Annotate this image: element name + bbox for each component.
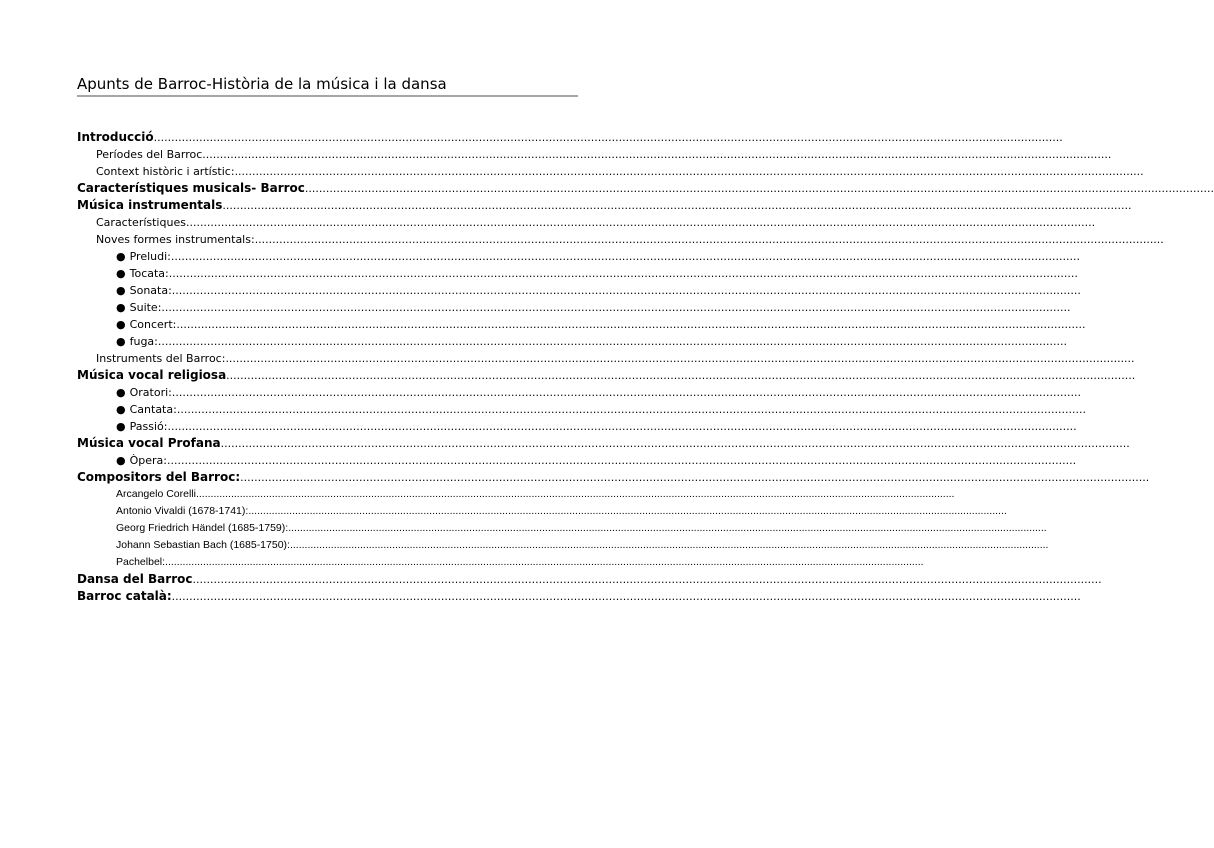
- toc-leader-dots: ....................................................................................................................................................................................................................................................................: [170, 250, 1080, 263]
- toc-entry[interactable]: [77, 520, 1047, 537]
- toc-entry[interactable]: [77, 367, 1136, 384]
- toc-leader-dots: ....................................................................................................................................................................................................................................................................: [202, 148, 1112, 161]
- toc-entry-label: Tocata:: [129, 267, 169, 280]
- toc-entry-label: Períodes del Barroc: [96, 148, 203, 161]
- toc-leader-dots: ....................................................................................................................................................................................................................................................................: [240, 471, 1150, 484]
- toc-entry-label: Música vocal religiosa: [77, 368, 227, 382]
- toc-entry[interactable]: [77, 299, 1071, 316]
- toc-entry-label: Característiques: [96, 216, 186, 229]
- toc-entry[interactable]: [77, 316, 1086, 333]
- toc-entry-label: Context històric i artístic:: [96, 165, 235, 178]
- toc-entry-label: Característiques musicals- Barroc: [77, 181, 305, 195]
- toc-entry-label: Suite:: [129, 301, 162, 314]
- toc-entry-label: Compositors del Barroc:: [77, 470, 241, 484]
- toc-entry[interactable]: [77, 333, 1068, 350]
- toc-leader-dots: ....................................................................................................................................................................................................................................................................: [222, 199, 1132, 212]
- toc-entry-label: fuga:: [129, 335, 158, 348]
- toc-entry[interactable]: [77, 469, 1150, 486]
- toc-entry[interactable]: [77, 571, 1102, 588]
- toc-leader-dots: ....................................................................................................................................................................................................................................................................: [157, 335, 1068, 348]
- toc-entry[interactable]: [77, 231, 1164, 248]
- bullet-icon: ●: [116, 267, 126, 280]
- toc-leader-dots: ....................................................................................................................................................................................................................................................................: [176, 318, 1086, 331]
- table-of-contents: [77, 129, 1214, 605]
- toc-leader-dots: ....................................................................................................................................................................................................................................................................: [161, 301, 1071, 314]
- toc-entry-label: Georg Friedrich Händel (1685-1759):: [116, 522, 289, 534]
- toc-entry-label: Concert:: [129, 318, 177, 331]
- toc-entry[interactable]: [77, 180, 1214, 197]
- toc-leader-dots: ....................................................................................................................................................................................................................................................................: [288, 522, 1047, 534]
- toc-leader-dots: ....................................................................................................................................................................................................................................................................: [234, 165, 1144, 178]
- toc-entry[interactable]: [77, 350, 1135, 367]
- document-title: Apunts de Barroc-Història de la música i la dansa: [77, 75, 447, 93]
- toc-entry[interactable]: [77, 486, 955, 503]
- toc-entry[interactable]: [77, 452, 1077, 469]
- bullet-icon: ●: [116, 250, 126, 263]
- toc-entry-label: Barroc català:: [77, 589, 172, 603]
- toc-entry[interactable]: [77, 537, 1049, 554]
- toc-entry[interactable]: [77, 146, 1112, 163]
- toc-entry-label: Cantata:: [129, 403, 177, 416]
- toc-entry-label: Johann Sebastian Bach (1685-1750):: [116, 539, 290, 551]
- toc-leader-dots: ....................................................................................................................................................................................................................................................................: [171, 284, 1081, 297]
- toc-entry[interactable]: [77, 197, 1132, 214]
- toc-entry[interactable]: [77, 248, 1080, 265]
- toc-entry[interactable]: [77, 163, 1144, 180]
- toc-leader-dots: ....................................................................................................................................................................................................................................................................: [220, 437, 1130, 450]
- toc-entry[interactable]: [77, 401, 1086, 418]
- toc-leader-dots: ....................................................................................................................................................................................................................................................................: [289, 539, 1049, 551]
- title-underline: [77, 95, 578, 97]
- toc-entry[interactable]: [77, 214, 1096, 231]
- toc-leader-dots: ....................................................................................................................................................................................................................................................................: [165, 556, 924, 568]
- bullet-icon: ●: [116, 420, 126, 433]
- toc-leader-dots: ....................................................................................................................................................................................................................................................................: [167, 454, 1077, 467]
- bullet-icon: ●: [116, 301, 126, 314]
- toc-entry-label: Preludi:: [129, 250, 171, 263]
- bullet-icon: ●: [116, 284, 126, 297]
- toc-leader-dots: ....................................................................................................................................................................................................................................................................: [304, 182, 1214, 195]
- toc-leader-dots: ....................................................................................................................................................................................................................................................................: [254, 233, 1164, 246]
- toc-leader-dots: ....................................................................................................................................................................................................................................................................: [226, 369, 1136, 382]
- toc-entry-label: Antonio Vivaldi (1678-1741):: [116, 505, 249, 517]
- bullet-icon: ●: [116, 386, 126, 399]
- toc-entry[interactable]: [77, 435, 1130, 452]
- toc-entry[interactable]: [77, 503, 1007, 520]
- toc-entry-label: Sonata:: [129, 284, 172, 297]
- toc-leader-dots: ....................................................................................................................................................................................................................................................................: [153, 131, 1063, 144]
- toc-leader-dots: ....................................................................................................................................................................................................................................................................: [171, 590, 1081, 603]
- toc-entry[interactable]: [77, 588, 1081, 605]
- toc-entry-label: Òpera:: [129, 454, 167, 467]
- toc-entry[interactable]: [77, 384, 1081, 401]
- toc-entry[interactable]: [77, 265, 1078, 282]
- toc-entry-label: Música vocal Profana: [77, 436, 221, 450]
- toc-leader-dots: ....................................................................................................................................................................................................................................................................: [171, 386, 1081, 399]
- toc-leader-dots: ....................................................................................................................................................................................................................................................................: [195, 488, 955, 500]
- bullet-icon: ●: [116, 335, 126, 348]
- toc-entry-label: Pachelbel:: [116, 556, 166, 568]
- toc-leader-dots: ....................................................................................................................................................................................................................................................................: [185, 216, 1096, 229]
- bullet-icon: ●: [116, 318, 126, 331]
- toc-leader-dots: ....................................................................................................................................................................................................................................................................: [192, 573, 1102, 586]
- toc-entry-label: Oratori:: [129, 386, 172, 399]
- toc-entry-label: Arcangelo Corelli: [116, 488, 196, 500]
- toc-leader-dots: ....................................................................................................................................................................................................................................................................: [168, 267, 1078, 280]
- toc-leader-dots: ....................................................................................................................................................................................................................................................................: [167, 420, 1077, 433]
- toc-entry-label: Instruments del Barroc:: [96, 352, 226, 365]
- toc-leader-dots: ....................................................................................................................................................................................................................................................................: [225, 352, 1135, 365]
- toc-entry-label: Introducció: [77, 130, 154, 144]
- toc-entry-label: Passió:: [129, 420, 168, 433]
- toc-entry[interactable]: [77, 418, 1077, 435]
- toc-entry-label: Música instrumentals: [77, 198, 223, 212]
- toc-entry[interactable]: [77, 554, 924, 571]
- toc-leader-dots: ....................................................................................................................................................................................................................................................................: [248, 505, 1007, 517]
- toc-entry-label: Noves formes instrumentals:: [96, 233, 255, 246]
- toc-entry-label: Dansa del Barroc: [77, 572, 193, 586]
- toc-leader-dots: ....................................................................................................................................................................................................................................................................: [176, 403, 1086, 416]
- toc-entry[interactable]: [77, 129, 1063, 146]
- toc-entry[interactable]: [77, 282, 1081, 299]
- bullet-icon: ●: [116, 454, 126, 467]
- bullet-icon: ●: [116, 403, 126, 416]
